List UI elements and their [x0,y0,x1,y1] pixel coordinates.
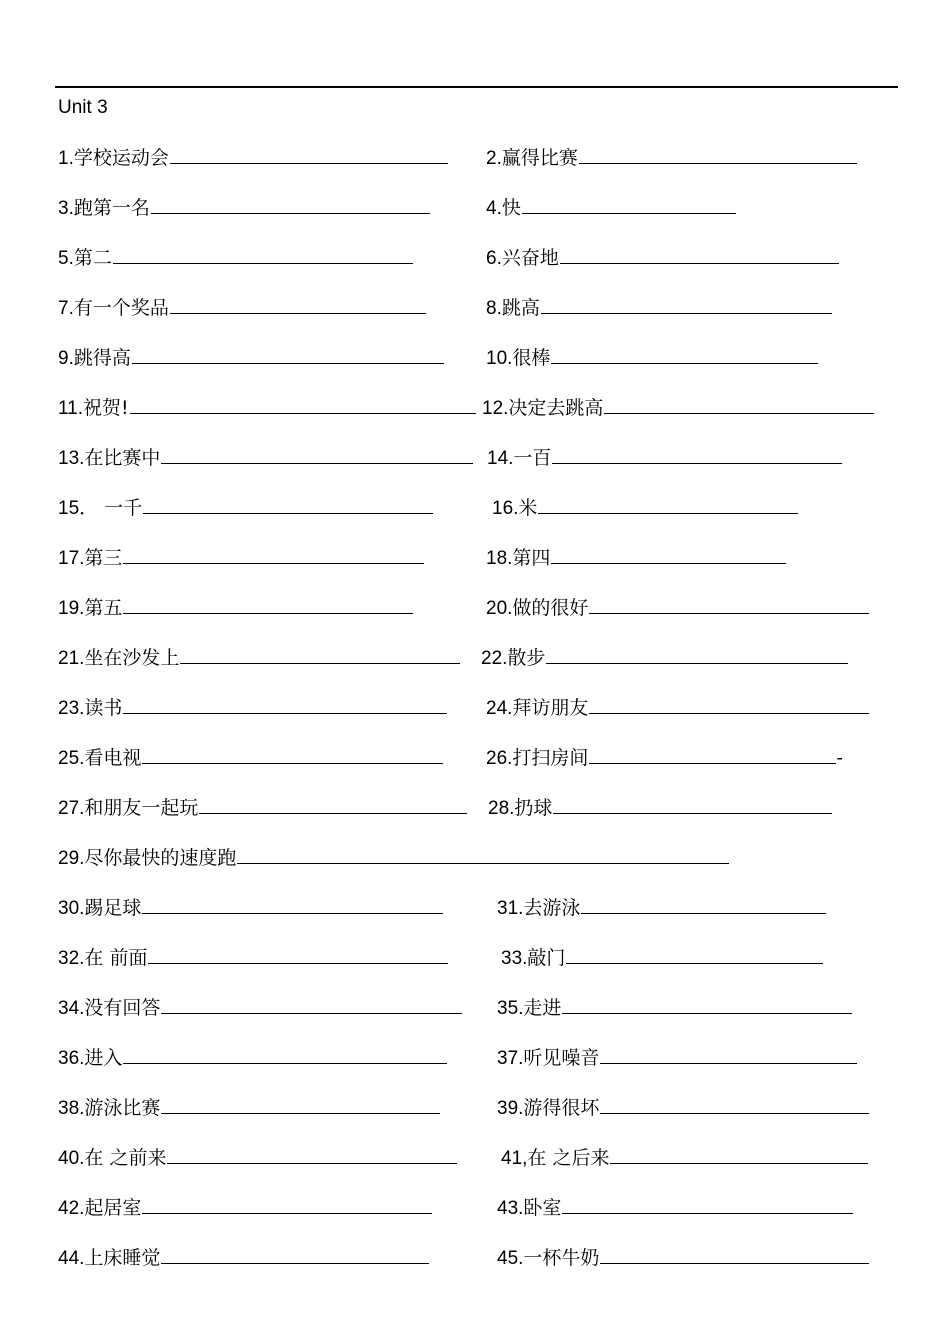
answer-blank[interactable] [142,747,443,764]
item-prompt: 跳高 [501,297,540,319]
answer-blank[interactable] [581,897,826,914]
item-number: 33. [501,948,528,969]
item-prompt: 上床睡觉 [84,1247,161,1269]
vocab-item [58,1246,429,1271]
answer-blank[interactable] [161,1097,440,1114]
vocab-item [487,446,842,471]
answer-blank[interactable] [522,197,736,214]
item-prompt: 第三 [84,547,123,569]
answer-blank[interactable] [161,1247,429,1264]
item-prompt: 在比赛中 [84,447,161,469]
item-prompt: 拜访朋友 [512,697,589,719]
item-number: 7. [58,298,74,319]
answer-blank[interactable] [566,947,823,964]
item-number: 13. [58,448,85,469]
vocab-item [497,1196,853,1221]
vocab-item [58,996,462,1021]
answer-blank[interactable] [237,847,729,864]
vocab-item [497,1246,869,1271]
item-number: 1. [58,148,74,169]
item-number: 18. [486,548,513,569]
item-prompt: 看电视 [84,747,142,769]
vocab-item [58,1196,432,1221]
item-prompt: 走进 [523,997,562,1019]
vocab-item [58,946,448,971]
trailing-mark: - [836,748,843,769]
answer-blank[interactable] [600,1247,869,1264]
vocab-item [486,346,818,371]
answer-blank[interactable] [560,247,839,264]
item-number: 39. [497,1098,524,1119]
item-prompt: 和朋友一起玩 [84,797,199,819]
item-prompt: 在 之前来 [84,1147,167,1169]
vocab-item [481,646,848,671]
vocab-item [58,346,444,371]
item-prompt: 敲门 [527,947,566,969]
answer-blank[interactable] [199,797,467,814]
vocab-item [486,696,869,721]
vocab-item [58,696,447,721]
item-prompt: 跑第一名 [73,197,150,219]
answer-blank[interactable] [600,1097,869,1114]
answer-blank[interactable] [589,747,836,764]
item-prompt: 在 前面 [84,947,148,969]
item-prompt: 听见噪音 [523,1047,600,1069]
item-number: 34. [58,998,85,1019]
answer-blank[interactable] [180,647,460,664]
vocab-item [492,496,798,521]
item-number: 8. [486,298,502,319]
item-prompt: 去游泳 [523,897,581,919]
answer-blank[interactable] [142,897,443,914]
item-prompt: 一百 [513,447,552,469]
item-prompt: 坐在沙发上 [84,647,180,669]
answer-blank[interactable] [161,997,462,1014]
item-prompt: 进入 [84,1047,123,1069]
item-number: 27. [58,798,85,819]
vocab-item [486,246,839,271]
vocab-item [58,1146,457,1171]
item-number: 35. [497,998,524,1019]
vocab-item [58,146,448,171]
item-number: 32. [58,948,85,969]
item-number: 45. [497,1248,524,1269]
item-number: 42. [58,1198,85,1219]
answer-blank[interactable] [142,1197,432,1214]
answer-blank[interactable] [148,947,448,964]
vocab-item [58,646,460,671]
item-number: 41, [501,1148,528,1169]
item-prompt: 兴奋地 [501,247,559,269]
item-prompt: 散步 [507,647,546,669]
item-number: 24. [486,698,513,719]
item-prompt: 没有回答 [84,997,161,1019]
answer-blank[interactable] [123,597,413,614]
item-number: 44. [58,1248,85,1269]
item-prompt: 读书 [84,697,123,719]
item-number: 37. [497,1048,524,1069]
vocab-item [497,896,826,921]
item-prompt: 尽你最快的速度跑 [84,847,237,869]
item-number: 21. [58,648,85,669]
answer-blank[interactable] [123,697,447,714]
item-prompt: 游泳比赛 [84,1097,161,1119]
answer-blank[interactable] [589,597,869,614]
answer-blank[interactable] [130,397,476,414]
item-number: 9. [58,348,74,369]
item-prompt: 米 [518,497,538,519]
item-number: 2. [486,148,502,169]
vocab-item [486,296,832,321]
answer-blank[interactable] [562,1197,853,1214]
item-number: 29. [58,848,85,869]
vocab-item [58,746,443,771]
item-number: 10. [486,348,513,369]
answer-blank[interactable] [538,497,798,514]
top-rule [55,86,898,88]
item-number: 28. [488,798,515,819]
vocab-item [58,496,433,521]
answer-blank[interactable] [123,547,424,564]
answer-blank[interactable] [551,347,818,364]
vocab-item [486,146,857,171]
answer-blank[interactable] [161,447,473,464]
vocab-item [58,596,413,621]
answer-blank[interactable] [143,497,433,514]
answer-blank[interactable] [132,347,444,364]
item-number: 19. [58,598,85,619]
item-number: 4. [486,198,502,219]
answer-blank[interactable] [113,247,413,264]
vocab-item [58,396,476,421]
item-prompt: 打扫房间 [512,747,589,769]
item-number: 14. [487,448,514,469]
item-prompt: 在 之后来 [527,1147,610,1169]
item-number: 25. [58,748,85,769]
item-number: 15． [58,498,99,519]
answer-blank[interactable] [551,547,786,564]
item-prompt: 很棒 [512,347,551,369]
answer-blank[interactable] [170,147,448,164]
item-prompt: 有一个奖品 [73,297,169,319]
item-prompt: 游得很坏 [523,1097,600,1119]
vocab-item [58,846,729,871]
vocab-item [58,796,467,821]
item-number: 40. [58,1148,85,1169]
item-prompt: 做的很好 [512,597,589,619]
item-prompt: 祝贺! [83,397,129,419]
vocab-item [501,946,823,971]
vocab-item [58,1096,440,1121]
vocab-item [58,446,473,471]
item-number: 23. [58,698,85,719]
item-prompt: 一杯牛奶 [523,1247,600,1269]
answer-blank[interactable] [167,1147,457,1164]
vocab-item [486,546,786,571]
item-prompt: 第五 [84,597,123,619]
vocab-item [497,1096,869,1121]
answer-blank[interactable] [589,697,869,714]
vocab-item [58,896,443,921]
answer-blank[interactable] [600,1047,857,1064]
answer-blank[interactable] [123,1047,447,1064]
answer-blank[interactable] [546,647,848,664]
item-prompt: 一千 [98,497,143,519]
item-prompt: 第二 [73,247,112,269]
answer-blank[interactable] [541,297,832,314]
answer-blank[interactable] [552,447,842,464]
item-prompt: 快 [501,197,521,219]
item-prompt: 第四 [512,547,551,569]
vocab-item [58,196,430,221]
item-number: 30. [58,898,85,919]
item-prompt: 扔球 [514,797,553,819]
vocab-item [501,1146,868,1171]
item-number: 43. [497,1198,524,1219]
answer-blank[interactable] [610,1147,868,1164]
item-prompt: 赢得比赛 [501,147,578,169]
vocab-item [488,796,832,821]
item-number: 31. [497,898,524,919]
item-prompt: 卧室 [523,1197,562,1219]
vocab-item [58,1046,447,1071]
answer-blank[interactable] [604,397,874,414]
item-prompt: 踢足球 [84,897,142,919]
vocab-item [486,746,843,771]
answer-blank[interactable] [579,147,857,164]
vocab-item [58,546,424,571]
unit-title: Unit 3 [58,97,108,118]
item-prompt: 决定去跳高 [508,397,604,419]
item-number: 11. [58,398,84,419]
item-number: 16. [492,498,519,519]
item-number: 3. [58,198,74,219]
vocab-item [486,596,869,621]
vocab-item [497,1046,857,1071]
item-number: 6. [486,248,502,269]
item-number: 17. [58,548,85,569]
item-number: 20. [486,598,513,619]
item-prompt: 起居室 [84,1197,142,1219]
answer-blank[interactable] [553,797,832,814]
item-number: 12. [482,398,509,419]
item-prompt: 跳得高 [73,347,131,369]
item-number: 26. [486,748,513,769]
answer-blank[interactable] [170,297,426,314]
vocab-item [58,296,426,321]
vocab-item [482,396,874,421]
vocab-item [58,246,413,271]
item-number: 38. [58,1098,85,1119]
vocab-item [486,196,736,221]
item-number: 22. [481,648,508,669]
answer-blank[interactable] [151,197,430,214]
item-prompt: 学校运动会 [73,147,169,169]
item-number: 5. [58,248,74,269]
vocab-item [497,996,852,1021]
answer-blank[interactable] [562,997,852,1014]
item-number: 36. [58,1048,85,1069]
